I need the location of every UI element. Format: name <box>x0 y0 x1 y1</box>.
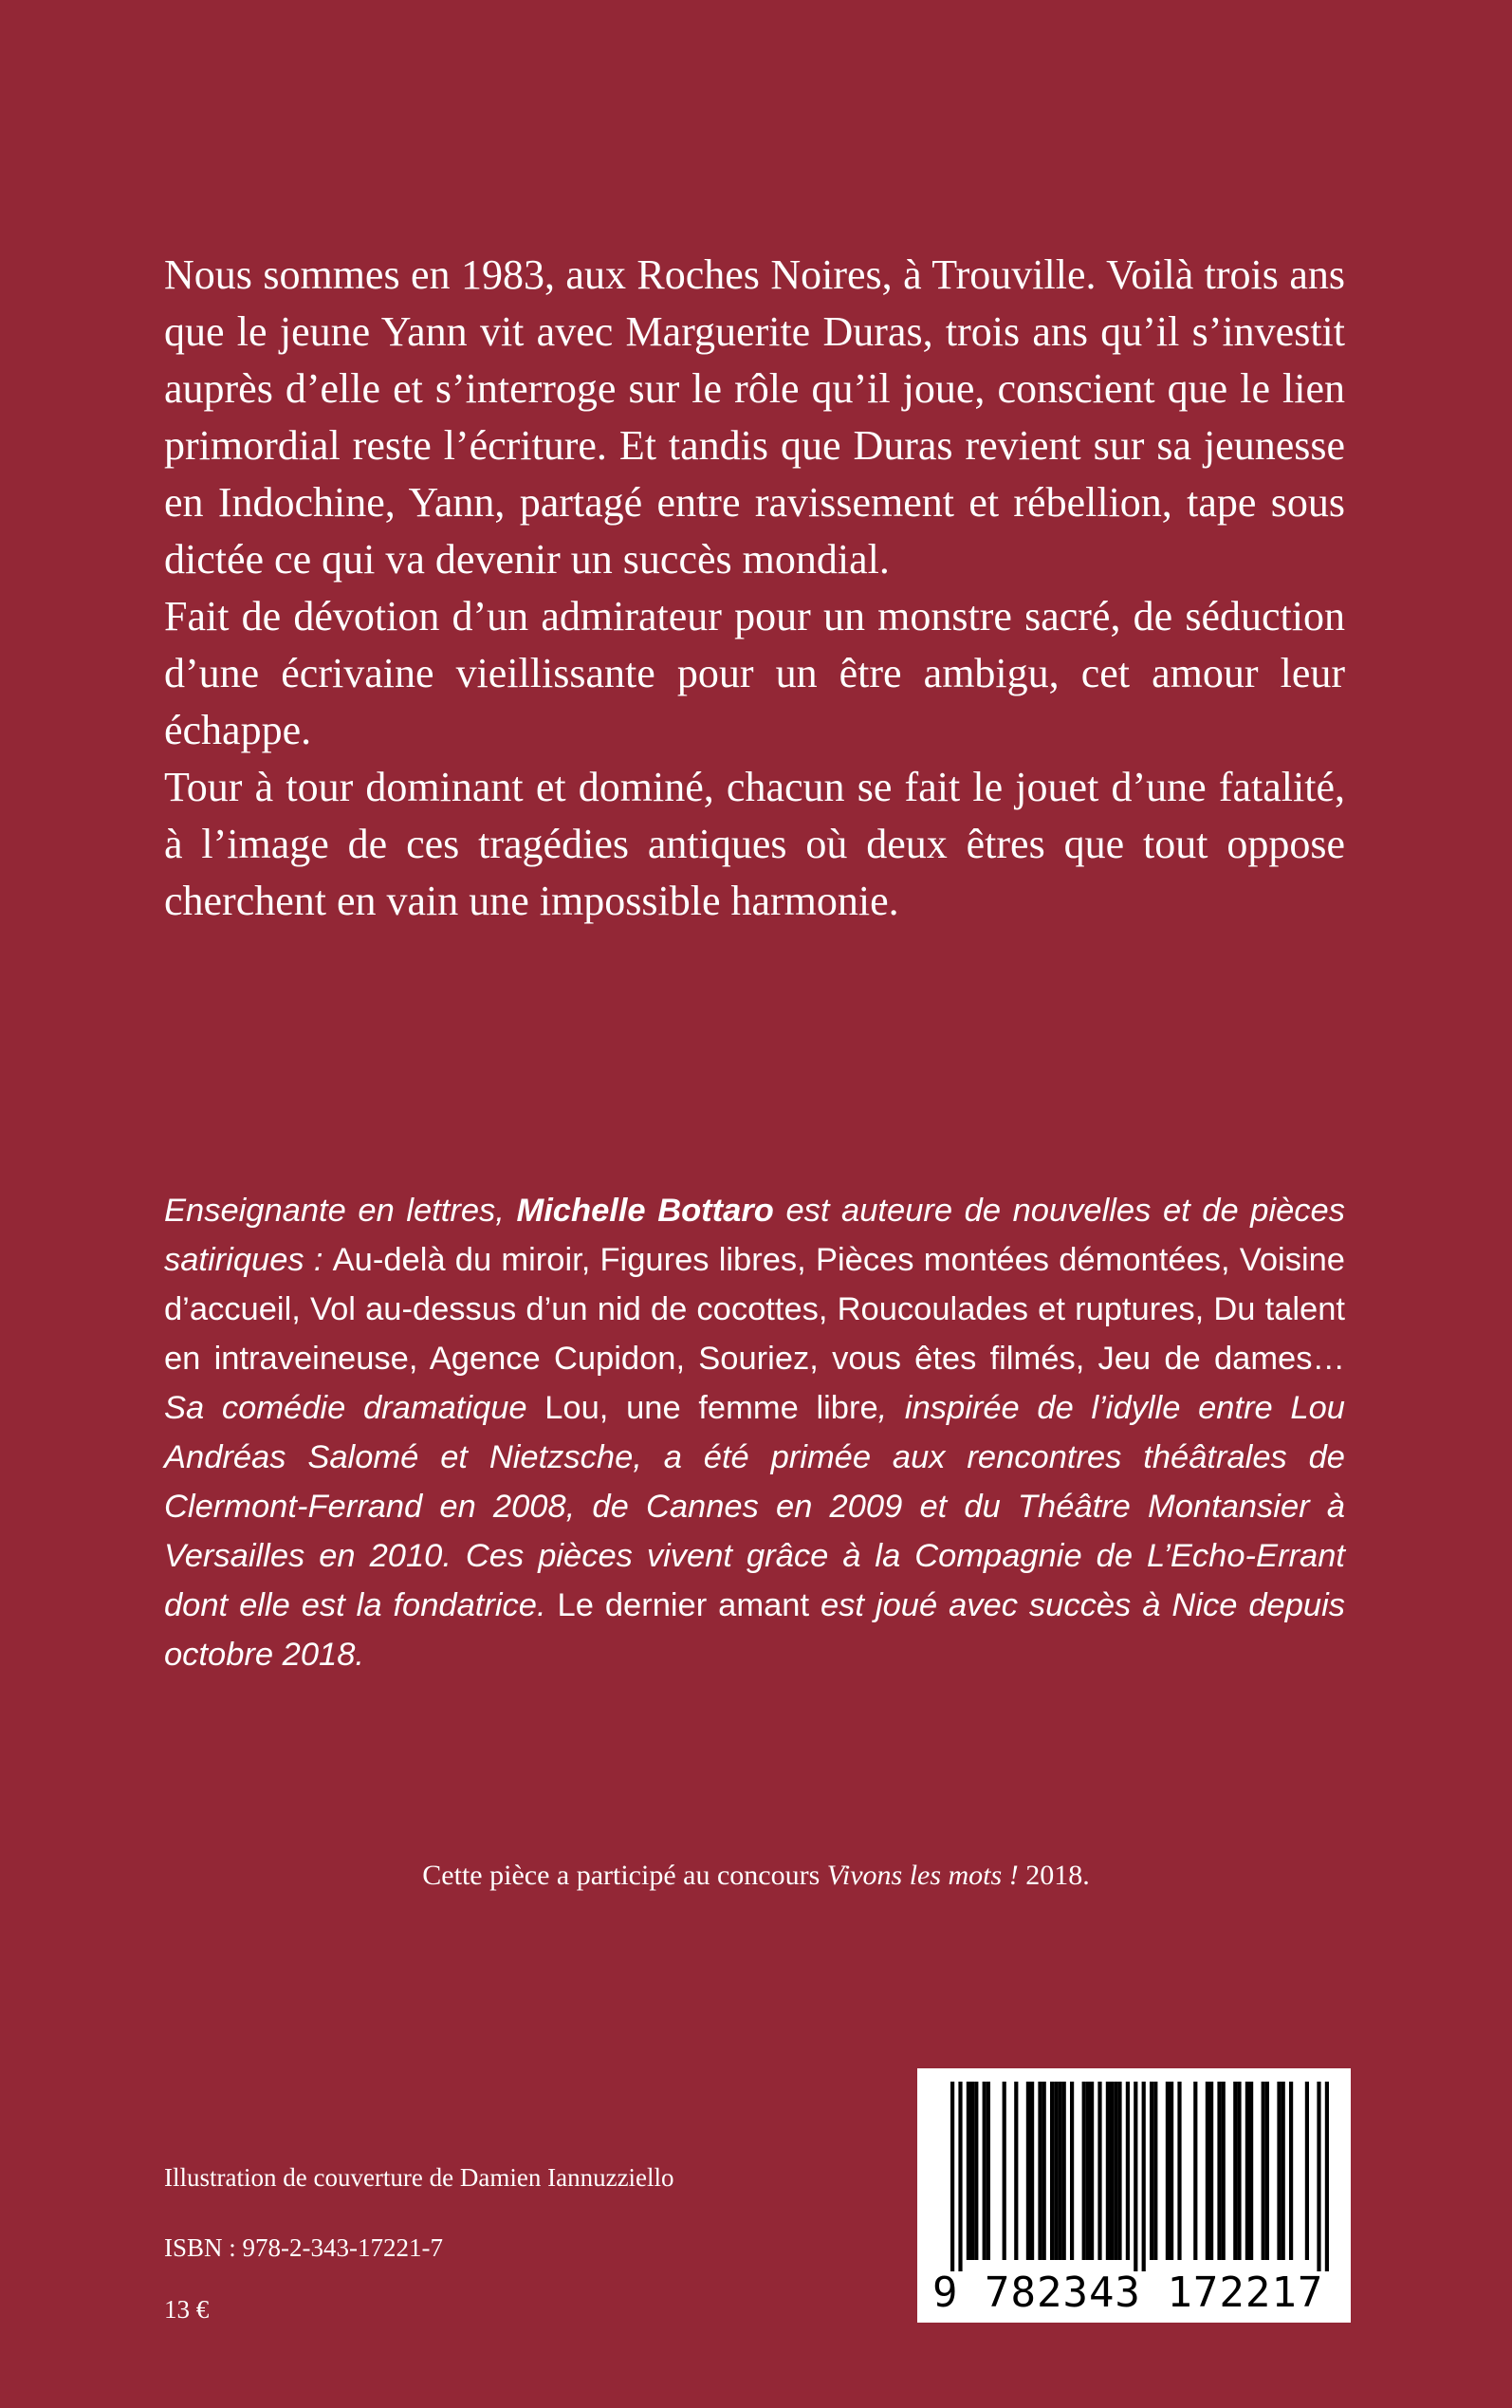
barcode-bar <box>1126 2082 1130 2260</box>
isbn: ISBN : 978-2-343-17221-7 <box>164 2233 443 2262</box>
bio-work-title-dernier-amant: Le dernier amant <box>545 1587 821 1623</box>
barcode-bar <box>1249 2082 1253 2260</box>
bio-comedy-intro: Sa comédie dramatique <box>164 1390 545 1426</box>
barcode-bar <box>1014 2082 1018 2260</box>
barcode <box>917 2068 1351 2323</box>
barcode-bar <box>1090 2082 1094 2260</box>
barcode-bar <box>1134 2082 1137 2271</box>
barcode-bar <box>983 2082 986 2260</box>
synopsis-paragraph-1: Nous sommes en 1983, aux Roches Noires, à Trouville. Voilà trois ans que le jeune Yann vit avec Marguerite Duras, trois ans qu’il s’investit auprès d’elle et s’interroge sur le rôle qu’il joue, conscient que le lien primordial reste l’écriture. Et tandis que Duras revient sur sa jeunesse en Indochine, Yann, partagé entre ravissement et rébellion, tape sous dictée ce qui va devenir un succès mondial. <box>164 251 1345 583</box>
barcode-bar <box>967 2082 970 2260</box>
barcode-bar <box>1277 2082 1281 2260</box>
barcode-bar <box>958 2082 962 2271</box>
barcode-bar <box>1042 2082 1046 2260</box>
back-cover-synopsis <box>164 247 1345 930</box>
barcode-bar <box>1142 2082 1146 2271</box>
price: 13 € <box>164 2295 210 2324</box>
barcode-bar <box>1030 2082 1034 2260</box>
barcode-bar <box>1209 2082 1213 2260</box>
synopsis-paragraph-2: Fait de dévotion d’un admirateur pour un monstre sacré, de séduction d’une écrivaine vieillissante pour un être ambigu, cet amour leur échappe. <box>164 593 1345 753</box>
barcode-digits: 9 782343 172217 <box>932 2269 1324 2317</box>
barcode-bar <box>950 2082 954 2271</box>
barcode-bar <box>1166 2082 1170 2260</box>
barcode-bar <box>1026 2082 1030 2260</box>
barcode-bar <box>974 2082 978 2260</box>
barcode-bar <box>1114 2082 1117 2260</box>
barcode-bar <box>1262 2082 1265 2260</box>
barcode-bar <box>1177 2082 1181 2260</box>
barcode-bar <box>1054 2082 1058 2260</box>
bio-works-list: Au-delà du miroir, Figures libres, Pièces montées démontées, Voisine d’accueil, Vol au-dessus d’un nid de cocottes, Roucoulades et ruptures, Du talent en intraveineuse, Agence Cupidon, Souriez, vous êtes filmés, Jeu de dames… <box>164 1242 1345 1377</box>
barcode-bar <box>1325 2082 1329 2271</box>
barcode-bar <box>986 2082 990 2260</box>
synopsis-paragraph-3: Tour à tour dominant et dominé, chacun se fait le jouet d’une fatalité, à l’image de ces tragédies antiques où deux êtres que tout oppose cherchent en vain une impossible harmonie. <box>164 764 1345 924</box>
barcode-bar <box>1233 2082 1237 2260</box>
barcode-bar <box>1110 2082 1114 2260</box>
barcode-bar <box>1206 2082 1209 2260</box>
barcode-bar <box>1106 2082 1110 2260</box>
barcode-bar <box>1289 2082 1293 2260</box>
bio-work-title-lou: Lou, une femme libre <box>544 1390 878 1426</box>
author-name: Michelle Bottaro <box>516 1193 774 1229</box>
contest-prefix: Cette pièce a participé au concours <box>422 1860 827 1891</box>
bio-awards: , inspirée de l’idylle entre Lou Andréas Salomé et Nietzsche, a été primée aux rencontres théâtrales de Clermont-Ferrand en 2008, de Cannes en 2009 et du Théâtre Montansier à Versailles en 2010. Ces pièces vivent grâce à la Compagnie de L’Echo-Errant dont elle est la fondatrice. <box>164 1390 1345 1623</box>
contest-name: Vivons les mots ! <box>826 1860 1019 1891</box>
barcode-bar <box>1003 2082 1006 2260</box>
contest-suffix: 2018. <box>1018 1860 1090 1891</box>
illustration-credit: Illustration de couverture de Damien Iannuzziello <box>164 2163 674 2192</box>
barcode-bar <box>970 2082 974 2260</box>
barcode-bar <box>1305 2082 1309 2260</box>
barcode-bar <box>1050 2082 1054 2260</box>
barcode-bar <box>1062 2082 1066 2260</box>
barcode-bar <box>1245 2082 1249 2260</box>
bio-genres: est auteure de nouvelles et de pièces satiriques : <box>164 1193 1345 1278</box>
barcode-bar <box>1150 2082 1153 2260</box>
barcode-bar <box>1265 2082 1269 2260</box>
barcode-bar <box>1317 2082 1320 2271</box>
barcode-bar <box>1193 2082 1197 2260</box>
barcode-bar <box>1237 2082 1241 2260</box>
barcode-bar <box>1282 2082 1285 2260</box>
barcode-bar <box>1117 2082 1121 2260</box>
barcode-bar <box>1097 2082 1101 2260</box>
barcode-bar <box>1086 2082 1090 2260</box>
barcode-bar <box>1038 2082 1042 2260</box>
barcode-bar <box>1222 2082 1226 2260</box>
bio-closing: est joué avec succès à Nice depuis octobre 2018. <box>164 1587 1345 1673</box>
barcode-bar <box>1058 2082 1061 2260</box>
barcode-bar <box>1170 2082 1173 2260</box>
author-biography <box>164 1186 1345 1679</box>
contest-note <box>0 1857 1512 1895</box>
barcode-bar <box>1070 2082 1074 2260</box>
bio-intro: Enseignante en lettres, <box>164 1193 517 1229</box>
barcode-bar <box>1153 2082 1157 2260</box>
barcode-bar <box>1082 2082 1086 2260</box>
barcode-bar <box>1217 2082 1221 2260</box>
